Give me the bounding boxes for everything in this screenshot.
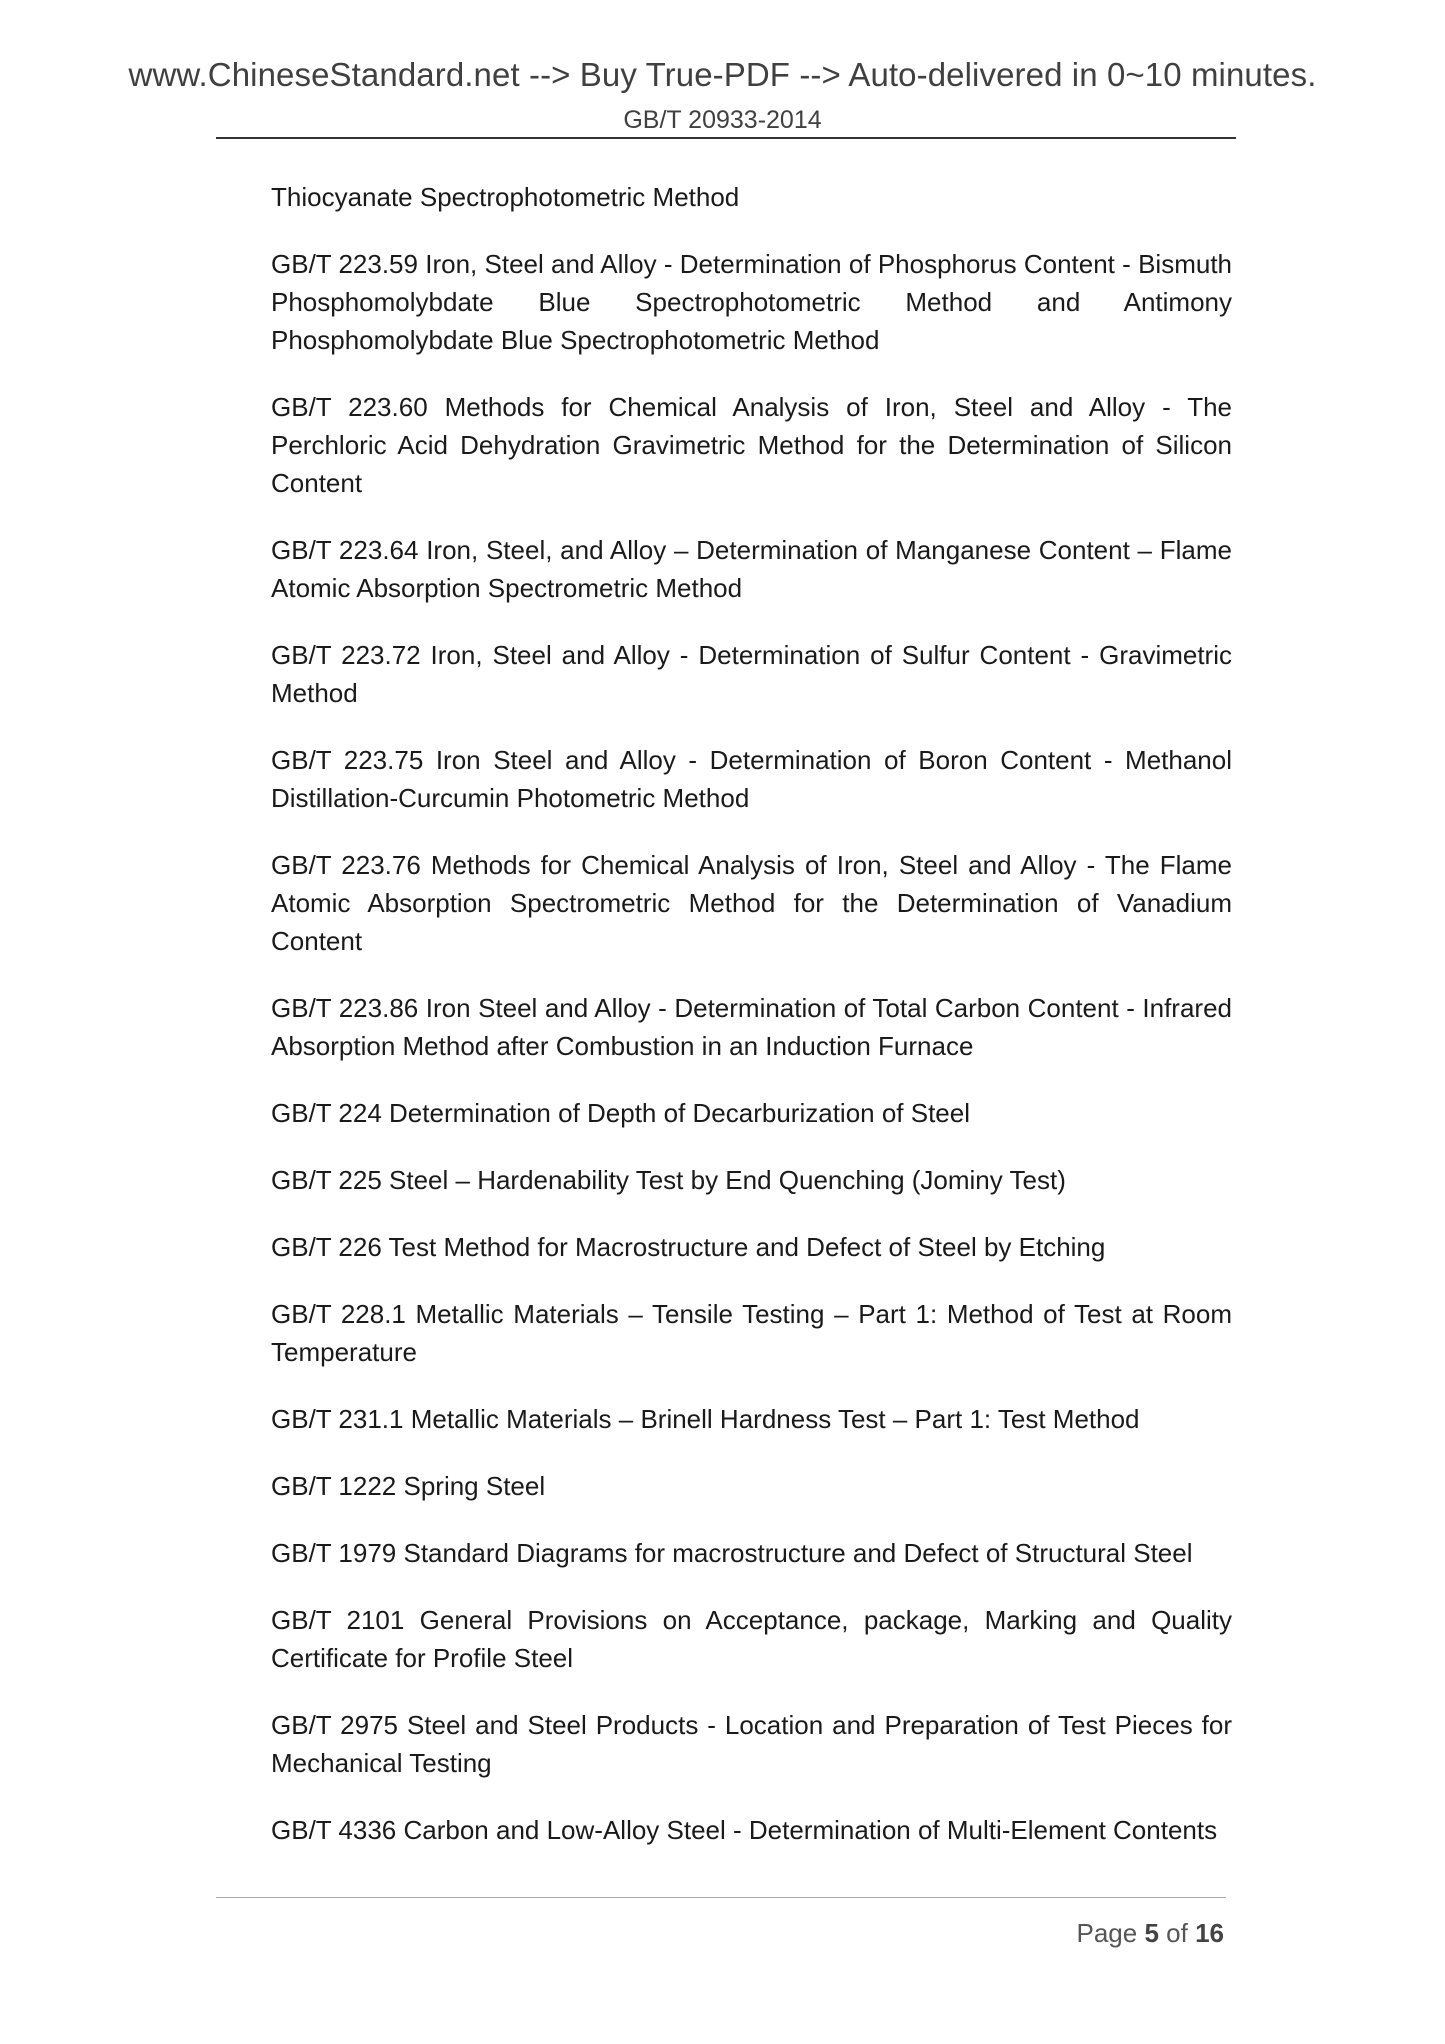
current-page: 5 [1144,1918,1159,1948]
header-divider [216,137,1236,139]
reference-entry: GB/T 223.86 Iron Steel and Alloy - Determination of Total Carbon Content - Infrared Absorption Method after Combustion in an Induction Furnace [271,993,1232,1061]
reference-entry: GB/T 225 Steel – Hardenability Test by End Quenching (Jominy Test) [271,1165,1066,1195]
page-number [1000,1918,1224,1949]
footer-divider [216,1897,1226,1898]
reference-entry: GB/T 223.76 Methods for Chemical Analysis of Iron, Steel and Alloy - The Flame Atomic Absorption Spectrometric Method for the Determination of Vanadium Content [271,850,1232,956]
of-label: of [1166,1918,1188,1948]
reference-entry: GB/T 4336 Carbon and Low-Alloy Steel - Determination of Multi-Element Contents [271,1815,1218,1845]
reference-entry: GB/T 224 Determination of Depth of Decarburization of Steel [271,1098,971,1128]
reference-entry: GB/T 1979 Standard Diagrams for macrostructure and Defect of Structural Steel [271,1538,1193,1568]
reference-entry: GB/T 223.59 Iron, Steel and Alloy - Determination of Phosphorus Content - Bismuth Phosphomolybdate Blue Spectrophotometric Method and Antimony Phosphomolybdate Blue Spectrophotometric Method [271,249,1232,355]
reference-entry: GB/T 223.72 Iron, Steel and Alloy - Determination of Sulfur Content - Gravimetric Method [271,640,1232,708]
reference-entry: GB/T 228.1 Metallic Materials – Tensile Testing – Part 1: Method of Test at Room Temperature [271,1299,1232,1367]
reference-entry: Thiocyanate Spectrophotometric Method [271,182,740,212]
total-pages: 16 [1195,1918,1224,1948]
reference-entry: GB/T 223.75 Iron Steel and Alloy - Determination of Boron Content - Methanol Distillation-Curcumin Photometric Method [271,745,1232,813]
reference-entry: GB/T 2975 Steel and Steel Products - Location and Preparation of Test Pieces for Mechanical Testing [271,1710,1232,1778]
reference-entry: GB/T 223.60 Methods for Chemical Analysis of Iron, Steel and Alloy - The Perchloric Acid Dehydration Gravimetric Method for the Determination of Silicon Content [271,392,1232,498]
reference-entry: GB/T 2101 General Provisions on Acceptance, package, Marking and Quality Certificate for Profile Steel [271,1605,1232,1673]
document-code: GB/T 20933-2014 [623,106,822,134]
reference-entry: GB/T 1222 Spring Steel [271,1471,546,1501]
page-label: Page [1076,1918,1138,1948]
reference-entry: GB/T 226 Test Method for Macrostructure and Defect of Steel by Etching [271,1232,1106,1262]
reference-entry: GB/T 231.1 Metallic Materials – Brinell Hardness Test – Part 1: Test Method [271,1404,1140,1434]
reference-list [271,178,1232,1878]
top-banner[interactable]: www.ChineseStandard.net --> Buy True-PDF --> Auto-delivered in 0~10 minutes. [128,56,1317,93]
reference-entry: GB/T 223.64 Iron, Steel, and Alloy – Determination of Manganese Content – Flame Atomic Absorption Spectrometric Method [271,535,1232,603]
